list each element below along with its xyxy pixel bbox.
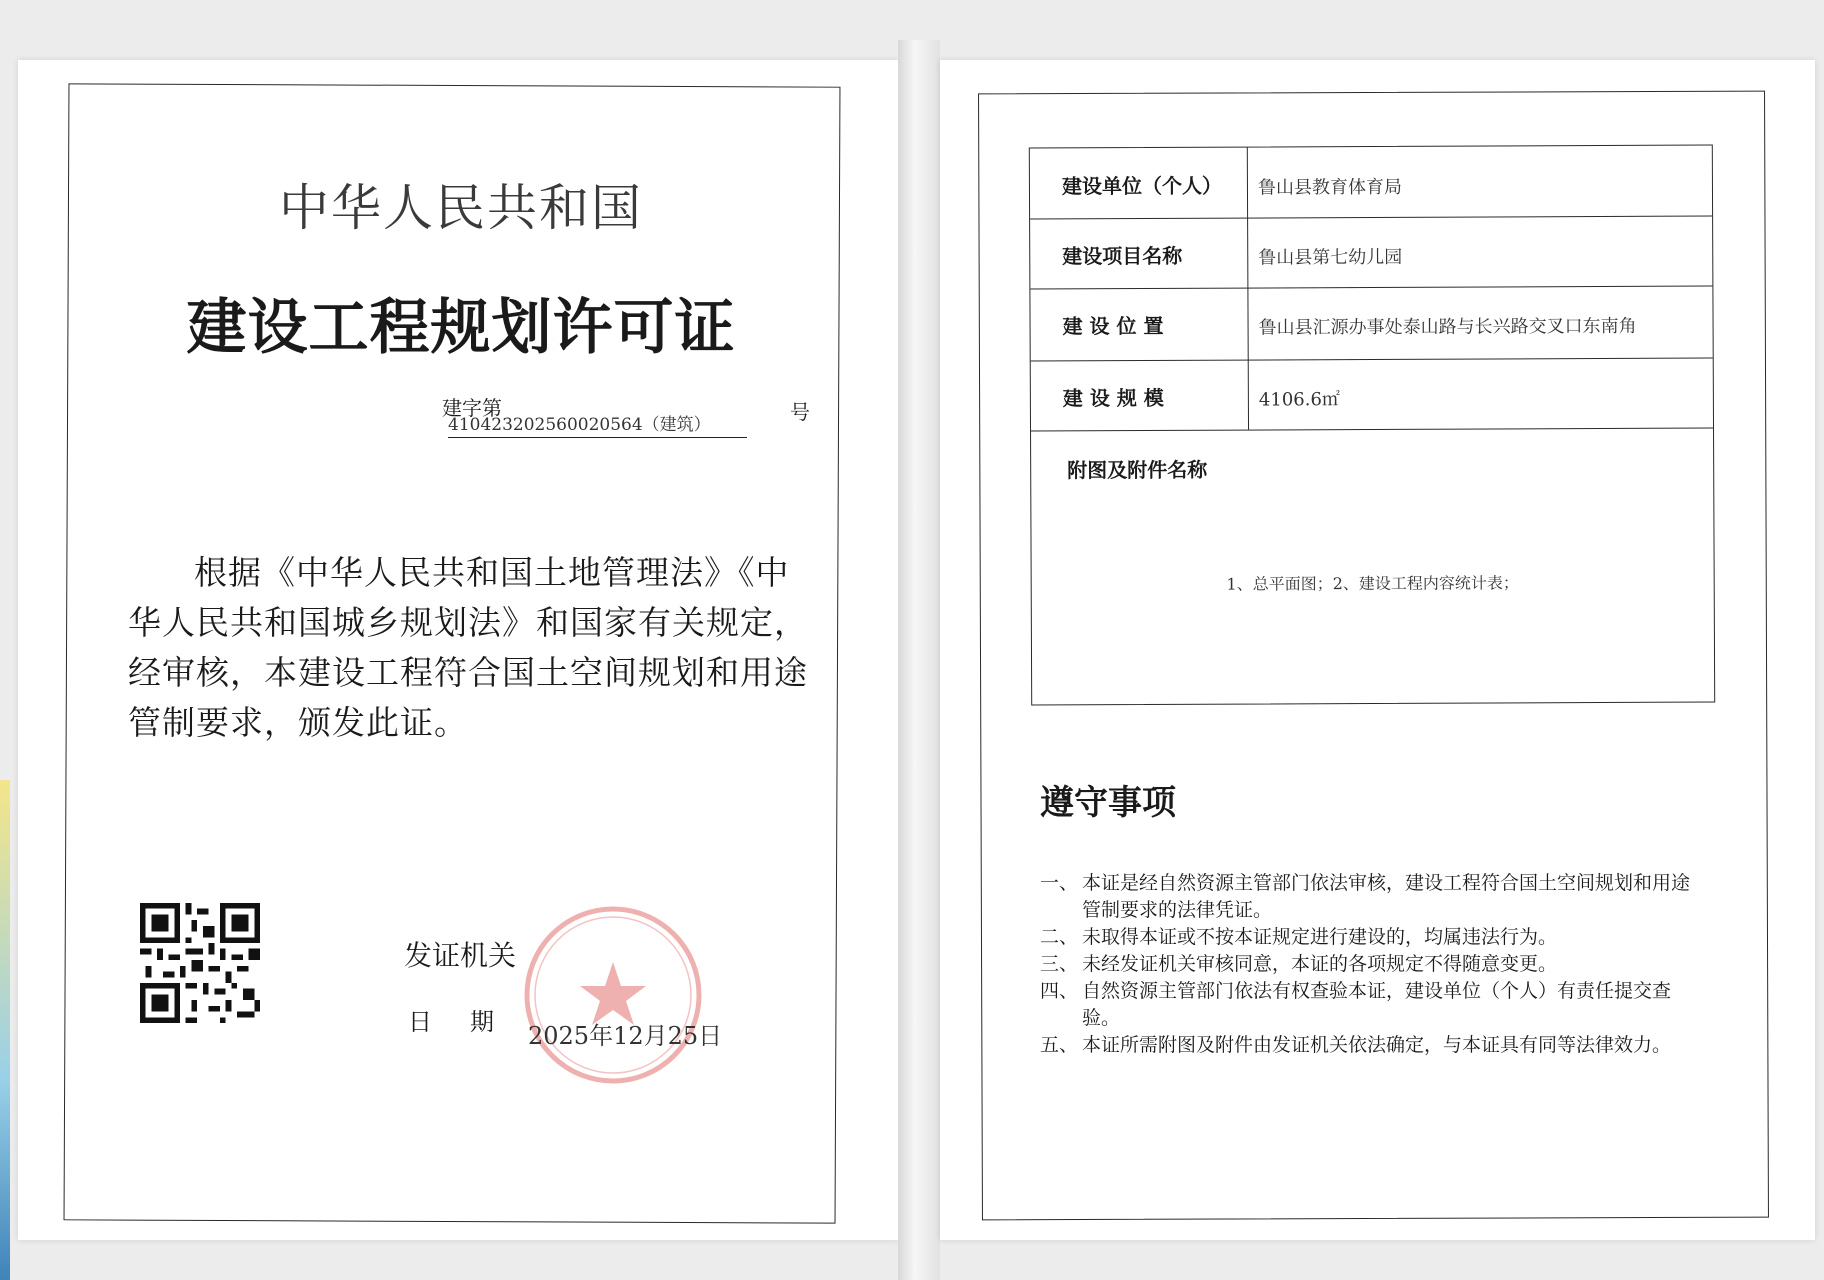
rule-text: 本证所需附图及附件由发证机关依法确定，与本证具有同等法律效力。 (1082, 1034, 1672, 1056)
list-item (1040, 978, 1700, 1032)
list-item (1040, 870, 1700, 924)
row-label: 建设单位（个人） (1030, 148, 1248, 219)
project-info-table (1029, 145, 1715, 706)
certificate-title: 建设工程规划许可证 (186, 293, 736, 363)
certificate-number-value: 410423202560020564（建筑） (448, 410, 747, 438)
certificate-number-suffix: 号 (790, 400, 810, 424)
rule-number: 五、 (1040, 1034, 1079, 1056)
rule-number: 四、 (1040, 980, 1079, 1002)
row-value: 鲁山县第七幼儿园 (1258, 246, 1403, 269)
row-label: 建设项目名称 (1030, 218, 1248, 289)
rules-title: 遵守事项 (1040, 783, 1176, 823)
list-item (1040, 951, 1700, 978)
rule-number: 三、 (1040, 953, 1079, 975)
list-item (1040, 1032, 1700, 1059)
table-row (1030, 146, 1712, 220)
attachments-value: 1、总平面图；2、建设工程内容统计表； (1226, 573, 1519, 594)
official-seal-icon (518, 900, 708, 1090)
issue-date: 2025年12月25日 (528, 1022, 723, 1050)
table-row (1030, 286, 1712, 362)
rule-text: 本证是经自然资源主管部门依法审核，建设工程符合国土空间规划和用途管制要求的法律凭证。 (1082, 872, 1691, 921)
table-row (1031, 358, 1713, 432)
list-item (1040, 924, 1700, 951)
rule-text: 自然资源主管部门依法有权查验本证，建设单位（个人）有责任提交查验。 (1082, 980, 1672, 1029)
rule-number: 二、 (1040, 926, 1079, 948)
row-value: 鲁山县汇源办事处泰山路与长兴路交叉口东南角 (1258, 315, 1637, 339)
row-label: 建 设 位 置 (1030, 288, 1248, 361)
date-label: 日期 (408, 1008, 532, 1036)
attachments-label: 附图及附件名称 (1067, 457, 1208, 483)
background-edge (0, 780, 10, 1280)
table-row (1030, 216, 1712, 290)
rule-number: 一、 (1040, 872, 1079, 894)
rule-text: 未取得本证或不按本证规定进行建设的，均属违法行为。 (1082, 926, 1558, 948)
row-label: 建 设 规 模 (1031, 360, 1249, 431)
issuer-label: 发证机关 (404, 939, 517, 972)
rule-text: 未经发证机关审核同意，本证的各项规定不得随意变更。 (1082, 953, 1558, 975)
rules-list (1040, 870, 1700, 1059)
row-value: 鲁山县教育体育局 (1257, 176, 1403, 199)
page-gutter (898, 40, 940, 1280)
country-name: 中华人民共和国 (279, 179, 643, 237)
legal-basis-paragraph (128, 548, 818, 748)
qr-code-icon (140, 903, 260, 1023)
legal-basis-text: 根据《中华人民共和国土地管理法》《中华人民共和国城乡规划法》和国家有关规定，经审核，本建设工程符合国土空间规划和用途管制要求，颁发此证。 (128, 553, 808, 742)
certificate-number-prefix: 建字第 (442, 396, 502, 420)
row-value: 4106.6㎡ (1258, 389, 1340, 411)
